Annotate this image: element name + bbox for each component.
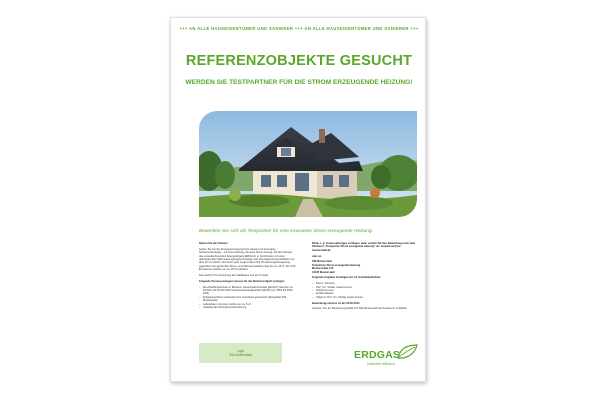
logo-placeholder <box>199 343 282 363</box>
flyer-page <box>170 17 426 382</box>
address-line: SW-Musterstadt <box>312 260 332 264</box>
list-item: – E-Mail-Adresse <box>312 292 416 295</box>
requirements-heading: Folgende Voraussetzungen müssen für das Referenzobjekt vorliegen: <box>199 279 285 283</box>
right-intro <box>312 242 416 252</box>
requirements-list <box>199 286 297 310</box>
left-column <box>199 242 297 312</box>
deadline-text: Bewerbungsschluss ist der 00.00.2010 <box>312 301 360 305</box>
list-item: – Name, Vorname <box>312 282 416 285</box>
details-heading: Folgende Angaben benötigen wir zur Kontaktaufnahme: <box>312 276 381 280</box>
page-subtitle: WERDEN SIE TESTPARTNER FÜR DIE STROM ERZEUGENDE HEIZUNG! <box>185 79 413 86</box>
footnote-text: Hinweis: Von der Bewerbung behält sich SW-Musterstadt auf Kontenvor- et Rabatt. <box>312 307 408 311</box>
list-item: – Objekt in PLZ, Ort, Straße, Hausnummer <box>312 296 416 299</box>
list-item: – Aufstellraum mit einer Größe von ca. 8 m² <box>199 303 297 306</box>
address-line: 12345 Musterstadt <box>312 270 335 274</box>
list-item: – Ein-/Zweifamilienhaus in Bestand, Gesamtwärmebedarf (jährlich) zwischen ca. 20.000 und 30.000 kWh (Gebrauchsenergiebedarf (jährlich) ca. 3000 bis 4000 kWh) <box>199 286 297 296</box>
brand-name: ERDGAS <box>354 349 401 361</box>
house-photo-icon <box>199 111 417 217</box>
details-list <box>312 282 416 299</box>
leaf-icon <box>396 344 418 360</box>
or-text: oder an <box>312 254 322 258</box>
list-item: – PLZ, Ort, Straße, Hausnummer <box>312 286 416 289</box>
email-link[interactable]: testpartner@sw-musterstadt.de <box>312 245 402 252</box>
address-line: Musterstraße 123 <box>312 267 334 271</box>
tagline: Bewerben Sie sich als Testpartner für eine innovative Strom erzeugende Heizung. <box>199 229 373 234</box>
list-item: – Anstehende Heizungsmodernisierung <box>199 306 297 309</box>
right-intro-text: Wenn o. g. Voraussetzungen vorliegen, dann senden Sie Ihre Bewerbung unter dem Stichwort „Testpartner Strom erzeugende Heizung“ an: <box>312 242 416 249</box>
address-block <box>312 260 416 274</box>
address-line: Testpartner Strom erzeugende Heizung <box>312 263 361 267</box>
brand-slogan: Natürlich effizient <box>367 362 395 366</box>
list-item: – Telefonnummer <box>312 289 416 292</box>
left-intro: Setzen Sie bei der Energieversorgung Ihres Hauses auf innovative Spitzentechnologie – mit einer Heizung, die auch Strom erzeugt. Mit dem Einsatz des umweltschonenden Energieträgers ERDGAS, in Kombination mit einer platzsparenden Wärmeerzeugungstechnologie wird eine Eigenstromproduktion von über 10 % erreicht. Der Strom geht ergänzt dazu! Die Primärenergieeinsparung gegenüber der getrennten Strom- und Wärmeproduktion liegt bei ca. 15 %, die CO2-Emissionen werden um ca. 25 % reduziert. <box>199 247 297 272</box>
banner-text: +++ AN ALLE HAUSEIGENTÜMER UND SANIERER +++ AN ALLE HAUSEIGENTÜMER UND SANIERER +++ <box>179 26 419 31</box>
logo-placeholder-line: Logo <box>236 348 245 353</box>
house-photo <box>199 111 417 217</box>
left-funding: Das Geld für Ihr Umsetzung der Stadtkasse und der Umwelt. <box>199 274 269 278</box>
right-column <box>312 242 416 313</box>
page-title: REFERENZOBJEKTE GESUCHT <box>185 53 413 69</box>
left-heading: Nutzen Sie die Chance! <box>199 242 228 245</box>
list-item: – Erdgasanschluss vorhanden bzw. Anschluss gewünscht (Netzgebiet SW-Musterstadt) <box>199 296 297 303</box>
logo-placeholder-line: SW-Musterstadt <box>229 353 252 357</box>
